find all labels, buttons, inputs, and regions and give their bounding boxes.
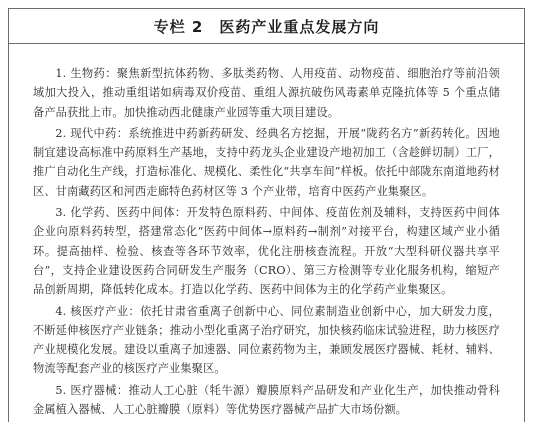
column-body bbox=[9, 44, 524, 419]
item-chemical-drugs: 3. 化学药、医药中间体：开发特色原料药、中间体、疫苗佐剂及辅料，支持医药中间体企业向原料药转型，搭建常态化“医药中间体→原料药→制剂”对接平台，构建区域产业小循环。提高抽样、检验、核查等各环节效率，优化注册核查流程。开放“大型科研仪器共享平台”，支持企业建设医药合同研发生产服务（CRO）、第三方检测等专业化服务机构，缩短产品创新周期，降低转化成本。打造以化学药、医药中间体为主的化学药产业集聚区。 bbox=[33, 206, 500, 297]
column-header bbox=[9, 9, 524, 44]
column-title: 专栏 2 医药产业重点发展方向 bbox=[153, 17, 380, 36]
item-bio-drugs: 1. 生物药：聚焦新型抗体药物、多肽类药物、人用疫苗、动物疫苗、细胞治疗等前沿领域加大投入，推动重组诺如病毒双价疫苗、重组人源抗破伤风毒素单克隆抗体等 5 个重点储备产品获批上市。加快推动西北健康产业园等重大项目建设。 bbox=[33, 67, 500, 119]
item-nuclear-medicine: 4. 核医疗产业：依托甘肃省重离子创新中心、同位素制造业创新中心，加大研发力度，不断延伸核医疗产业链条；推动小型化重离子治疗研究，加快核药临床试验进程，助力核医疗产业规模化发展。建设以重离子加速器、同位素药物为主，兼顾发展医疗器械、耗材、辅料、物流等配套产业的核医疗产业集聚区。 bbox=[33, 304, 500, 376]
column-box bbox=[8, 8, 525, 422]
item-modern-tcm: 2. 现代中药：系统推进中药新药研发、经典名方挖掘，开展“陇药名方”新药转化。因地制宜建设高标准中药原料生产基地，支持中药龙头企业建设产地初加工（含趁鲜切制）工厂，推广自动化生产线，打造标准化、规模化、柔性化“共享车间”样板。依托中部陇东南道地药材区、甘南藏药区和河西走廊特色药材区等 3 个产业带，培育中医药产业集聚区。 bbox=[33, 126, 500, 198]
item-medical-devices: 5. 医疗器械：推动人工心脏（牦牛源）瓣膜原料产品研发和产业化生产，加快推动骨科金属植入器械、人工心脏瓣膜（原料）等优势医疗器械产品扩大市场份额。 bbox=[33, 383, 500, 417]
